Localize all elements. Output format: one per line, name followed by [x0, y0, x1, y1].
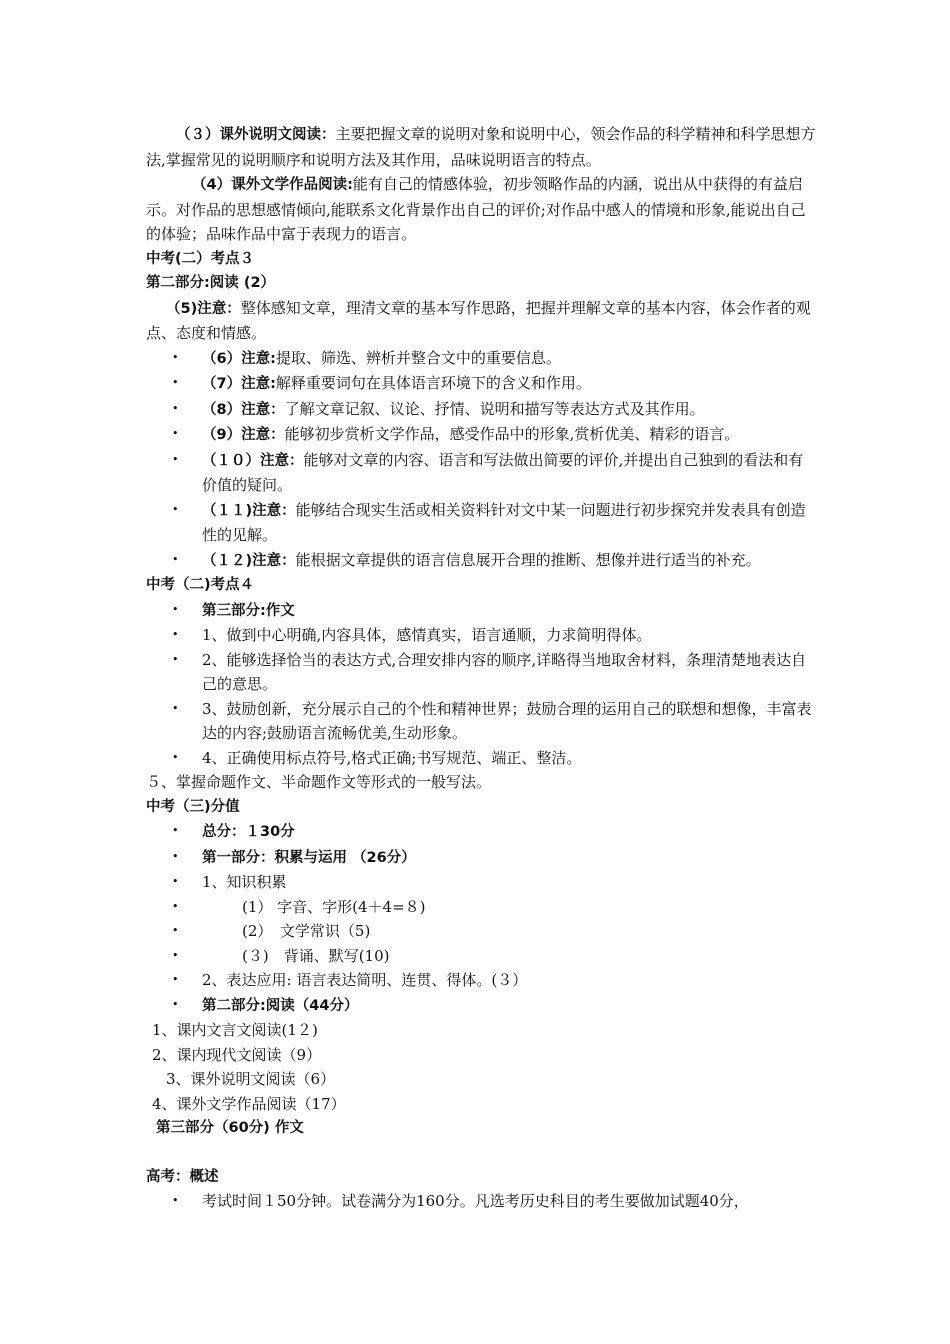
list-item-content: [202, 349, 561, 367]
list-item-content: [202, 651, 806, 694]
reading-item-2: 2、课内现代文阅读（9）: [152, 1045, 322, 1064]
list-item-text: 提取、筛选、辨析并整合文中的重要信息。: [275, 348, 561, 367]
bullet-icon: •: [172, 701, 179, 715]
list-item-content: [202, 501, 806, 545]
list-item-content: [202, 873, 287, 891]
list-item-text: 能够对文章的内容、语言和写法做出简要的评价,并提出自己独到的看法和有价值的疑问。: [202, 450, 804, 494]
list-item-text: 第一部分：积累与运用 （26分）: [202, 849, 416, 866]
list-item: [146, 919, 816, 944]
list-item-text: 能够初步赏析文学作品，感受作品中的形象,赏析优美、精彩的语言。: [284, 425, 740, 443]
section4-list: [146, 819, 816, 1018]
bullet-icon: •: [172, 427, 179, 440]
reading-item-1: 1、课内文言文阅读(1２): [152, 1021, 318, 1039]
list-item: [146, 371, 816, 397]
list-item: [146, 1189, 816, 1214]
list-item: [146, 648, 816, 697]
list-item-content: [202, 822, 295, 840]
list-item-label: （6）注意:: [202, 350, 276, 367]
list-item-content: [202, 425, 739, 443]
list-item-text: 能够结合现实生活或相关资料针对文中某一问题进行初步探究并发表具有创造性的见解。: [202, 500, 806, 544]
part3-heading: 第三部分（60分) 作文: [156, 1120, 304, 1136]
list-item-label: （7）注意:: [202, 376, 276, 392]
section2-heading1: 中考(二）考点３: [146, 250, 255, 267]
list-item: [146, 870, 816, 895]
list-item-text: 第二部分:阅读（44分）: [202, 997, 359, 1014]
list-item-text: 总分：１30分: [202, 824, 295, 840]
list-item-content: [202, 971, 527, 989]
list-item-content: [202, 996, 358, 1014]
list-item-text: 4、正确使用标点符号,格式正确;书写规范、端正、整洁。: [202, 748, 582, 767]
list-item-text: 2、能够选择恰当的表达方式,合理安排内容的顺序,详略得当地取舍材料，条理清楚地表达自己的意思。: [202, 650, 807, 693]
spacer: [146, 1141, 816, 1165]
paragraph-p3-text: 主要把握文章的说明对象和说明中心，领会作品的科学精神和科学思想方法,掌握常见的说明顺序和说明方法及其作用，品味说明语言的特点。: [146, 125, 816, 169]
section3-list: [146, 598, 816, 771]
bullet-icon: •: [172, 452, 179, 466]
list-item-text: 第三部分:作文: [202, 602, 295, 619]
list-item: [146, 397, 816, 423]
list-item-content: [202, 700, 812, 743]
list-item-label: （１２)注意：: [202, 552, 296, 569]
bullet-icon: •: [172, 652, 179, 666]
list-item-content: [202, 400, 705, 418]
list-item-text: 2、表达应用: 语言表达简明、连贯、得体。(３）: [202, 971, 528, 989]
list-item: [146, 944, 816, 969]
list-item-content: [202, 944, 390, 969]
list-item-label: （8）注意：: [202, 401, 285, 418]
paragraph-p4-label: （4）课外文学作品阅读:: [192, 177, 353, 193]
section3-heading: 中考（二)考点４: [146, 577, 255, 593]
paragraph-p4-text: 能有自己的情感体验，初步领略作品的内涵，说出从中获得的有益启示。对作品的思想感情倾向,能联系文化背景作出自己的评价;对作品中感人的情境和形象,能说出自己的体验；品味作品中富于表现力的语言。: [146, 175, 806, 243]
paragraph-p5: [146, 296, 816, 346]
section5-list: [146, 1189, 816, 1214]
list-item-text: 了解文章记叙、议论、抒情、说明和描写等表达方式及其作用。: [284, 399, 705, 418]
bullet-icon: •: [172, 602, 179, 616]
paragraph-p3-label: （３）课外说明文阅读：: [176, 127, 336, 143]
list-item-text: 1、知识积累: [202, 873, 287, 891]
list-item-content: [202, 551, 761, 569]
bullet-icon: •: [172, 824, 179, 837]
list-item-text: 能根据文章提供的语言信息展开合理的推断、想像并进行适当的补充。: [295, 550, 761, 569]
list-item: [146, 993, 816, 1019]
bullet-icon: •: [172, 1194, 179, 1207]
section5-heading: 高考：概述: [146, 1168, 219, 1185]
list-item-content: [202, 601, 295, 619]
list-item: [146, 598, 816, 624]
list-item-content: [202, 626, 651, 644]
list-item-content: [202, 749, 581, 767]
bullet-icon: •: [172, 628, 179, 641]
reading-item-3: 3、课外说明文阅读（6）: [166, 1070, 336, 1088]
list-item: [146, 697, 816, 746]
list-item: [146, 895, 816, 920]
list-item-label: （１１)注意：: [202, 502, 296, 519]
list-item-content: [202, 919, 370, 944]
list-item-text: 1、做到中心明确,内容具体，感情真实，语言通顺，力求简明得体。: [202, 626, 652, 644]
section2-heading2: 第二部分:阅读 (2）: [146, 275, 276, 291]
list-item-content: [202, 374, 591, 392]
bullet-icon: •: [172, 924, 179, 937]
list-item: [146, 845, 816, 871]
list-item-content: [202, 895, 426, 920]
list-item-label: （9）注意：: [202, 427, 285, 443]
reading-item-4: 4、课外文学作品阅读（17）: [152, 1094, 346, 1113]
list-item: [146, 498, 816, 548]
list-item: [146, 623, 816, 648]
paragraph-p3: [146, 122, 816, 172]
list-item-text: (2） 文学常识（5): [242, 922, 371, 940]
list-item-content: [202, 451, 803, 495]
bullet-icon: •: [172, 552, 179, 566]
paragraph-p4: [146, 172, 816, 247]
document-content: [146, 122, 816, 1214]
list-item-content: [202, 1192, 749, 1210]
section2-list: [146, 346, 816, 574]
list-item-text: (1） 字音、字形(4＋4=８): [242, 897, 426, 916]
bullet-icon: •: [172, 973, 179, 986]
list-item-text: 解释重要词句在具体语言环境下的含义和作用。: [275, 374, 591, 392]
bullet-icon: •: [172, 502, 179, 516]
paragraph-p5-text: 整体感知文章，理清文章的基本写作思路，把握并理解文章的基本内容，体会作者的观点、态度和情感。: [146, 298, 811, 342]
section3-after: ５、掌握命题作文、半命题作文等形式的一般写法。: [146, 773, 492, 791]
list-item: [146, 346, 816, 372]
list-item-text: 考试时间１50分钟。试卷满分为160分。凡选考历史科目的考生要做加试题40分，: [202, 1192, 749, 1210]
bullet-icon: •: [172, 376, 179, 389]
list-item-content: [202, 848, 416, 866]
bullet-icon: •: [172, 948, 179, 962]
list-item: [146, 968, 816, 993]
list-item: [146, 746, 816, 771]
list-item-label: （１０）注意：: [202, 452, 304, 469]
section4-heading: 中考（三)分值: [146, 798, 240, 815]
list-item-text: 3、鼓励创新，充分展示自己的个性和精神世界；鼓励合理的运用自己的联想和想像，丰富表达的内容;鼓励语言流畅优美,生动形象。: [202, 699, 812, 742]
list-item-text: (３) 背诵、默写(10): [242, 946, 390, 965]
list-item: [146, 448, 816, 498]
bullet-icon: •: [172, 401, 179, 415]
bullet-icon: •: [172, 750, 179, 764]
list-item: [146, 422, 816, 448]
bullet-icon: •: [172, 875, 179, 888]
list-item: [146, 819, 816, 845]
list-item: [146, 548, 816, 574]
bullet-icon: •: [172, 350, 179, 364]
bullet-icon: •: [172, 849, 179, 863]
bullet-icon: •: [172, 997, 179, 1011]
bullet-icon: •: [172, 899, 179, 913]
paragraph-p5-label: （5)注意：: [166, 300, 241, 317]
